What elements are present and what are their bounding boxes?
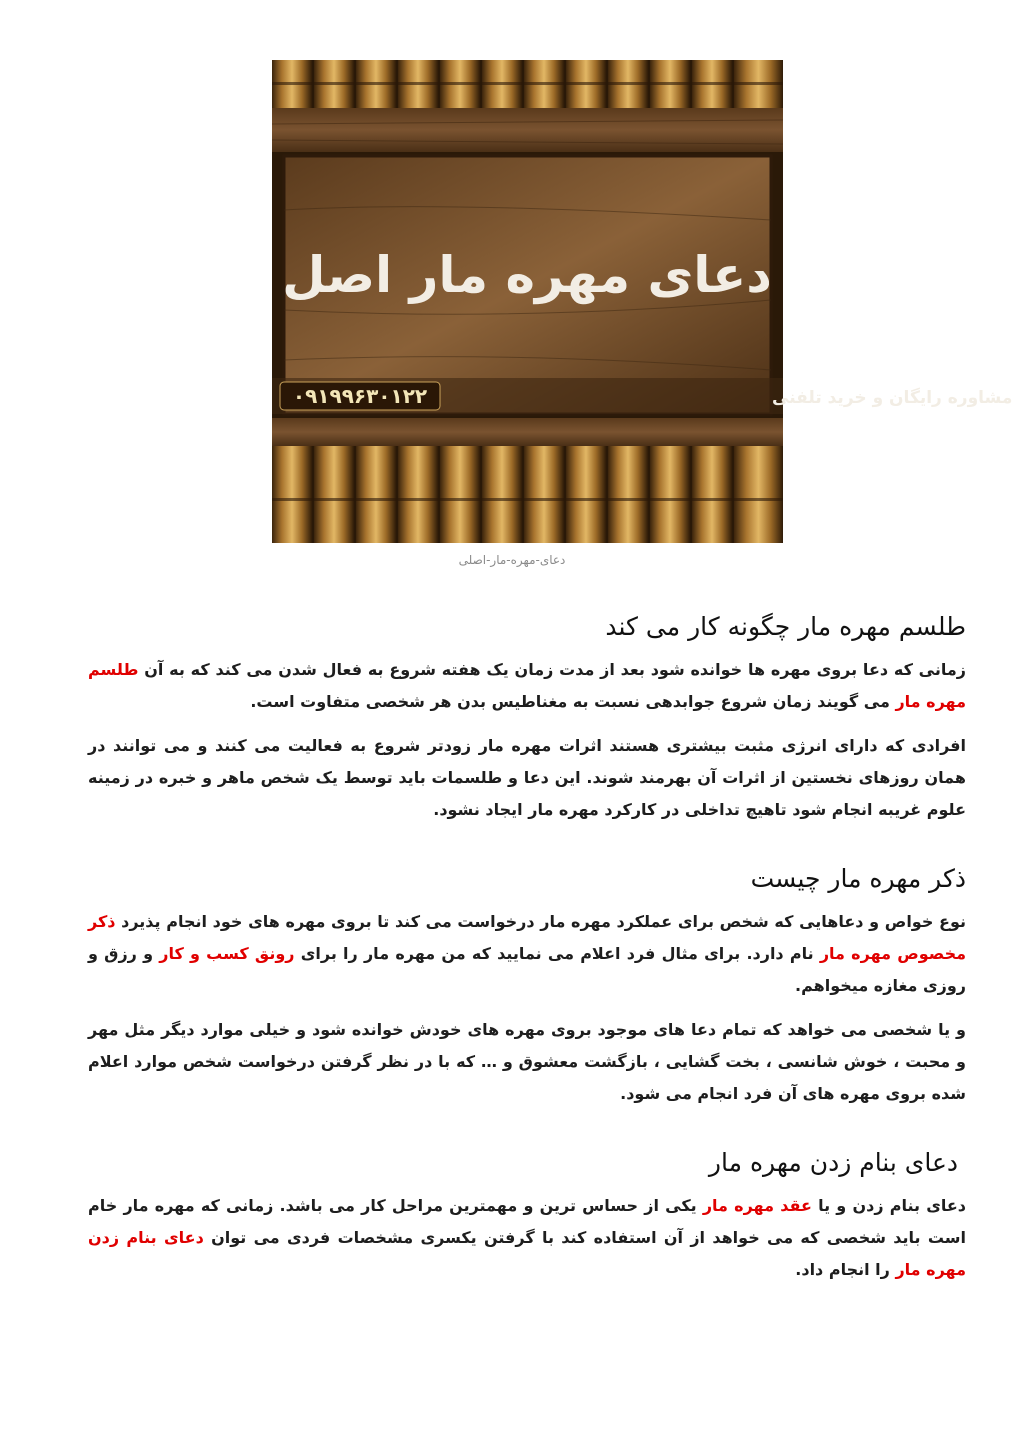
paragraph (88, 1190, 966, 1286)
section-heading: طلسم مهره مار چگونه کار می کند (605, 612, 966, 641)
hero-image (272, 60, 1013, 543)
hero-phone: ۰۹۱۹۹۶۳۰۱۲۲ (292, 384, 428, 408)
bamboo-bottom-decoration (272, 446, 783, 543)
text-run: یکی از حساس ترین و مهمترین مراحل کار می باشد. زمانی که مهره مار خام است باید شخصی که می خواهد از آن استفاده کند با گرفتن یکسری مشخصات فردی می توان (88, 1196, 966, 1247)
section-naming-prayer (88, 1144, 966, 1182)
paragraph (88, 906, 966, 1002)
text-run: و یا (811, 1196, 853, 1215)
link-special-zikr[interactable]: ذکر مخصوص مهره مار (88, 912, 967, 963)
link-talisman[interactable]: طلسم مهره مار (88, 660, 966, 711)
text-run: نام دارد. برای مثال فرد اعلام می نمایید که من مهره مار را برای (294, 944, 820, 963)
hero-tagline: مشاوره رایگان و خرید تلفنی (772, 388, 1013, 408)
paragraph: افرادی که دارای انرژی مثبت بیشتری هستند اثرات مهره مار زودتر شروع به فعالیت می کنند و می توانند در همان روزهای نخستین از اثرات آن بهرمند شوند. این دعا و طلسمات باید توسط یک شخص ماهر و خبره در زمینه علوم غریبه انجام شود تاهیچ تداخلی در کارکرد مهره مار ایجاد نشود. (88, 736, 966, 819)
image-caption: دعای-مهره-مار-اصلی (458, 553, 566, 567)
link-naming-prayer[interactable]: دعای بنام زدن مهره مار (88, 1228, 966, 1279)
section-heading: دعای بنام زدن مهره مار (708, 1148, 958, 1177)
text-run: می گویند زمان شروع جوابدهی نسبت به مغناطیس بدن هر شخصی متفاوت است. (250, 692, 896, 711)
hero-image-art (272, 60, 1013, 543)
bold-term: دعای بنام زدن (852, 1196, 967, 1215)
link-business-prosperity[interactable]: رونق کسب و کار (159, 944, 295, 963)
paragraph (88, 654, 966, 718)
hero-headline: دعای مهره مار اصل (282, 246, 772, 304)
link-marriage-bead[interactable]: عقد مهره مار (702, 1196, 812, 1215)
section-heading: ذکر مهره مار چیست (750, 864, 966, 893)
text-run: نوع خواص و دعاهایی که شخص برای عملکرد مهره مار درخواست می کند تا بروی مهره های خود انجام پذیرد (115, 912, 966, 931)
paragraph: و یا شخصی می خواهد که تمام دعا های موجود بروی مهره های خودش خوانده شود و خیلی موارد دیگر مثل مهر و محبت ، خوش شانسی ، بخت گشایی ، بازگشت معشوق و … که با در نظر گرفتن درخواست شخص موارد اعلام شده بروی مهره های آن فرد انجام می شود. (88, 1020, 966, 1103)
article-content (88, 608, 966, 1298)
text-run: زمانی که دعا بروی مهره ها خوانده شود بعد از مدت زمان یک هفته شروع به فعال شدن می کند که به آن (138, 660, 966, 679)
text-run: و رزق و روزی مغازه میخواهم. (88, 944, 966, 995)
section-talisman (88, 608, 966, 826)
text-run: را انجام داد. (795, 1260, 896, 1279)
section-zikr (88, 860, 966, 1110)
bamboo-top-decoration (272, 60, 783, 108)
